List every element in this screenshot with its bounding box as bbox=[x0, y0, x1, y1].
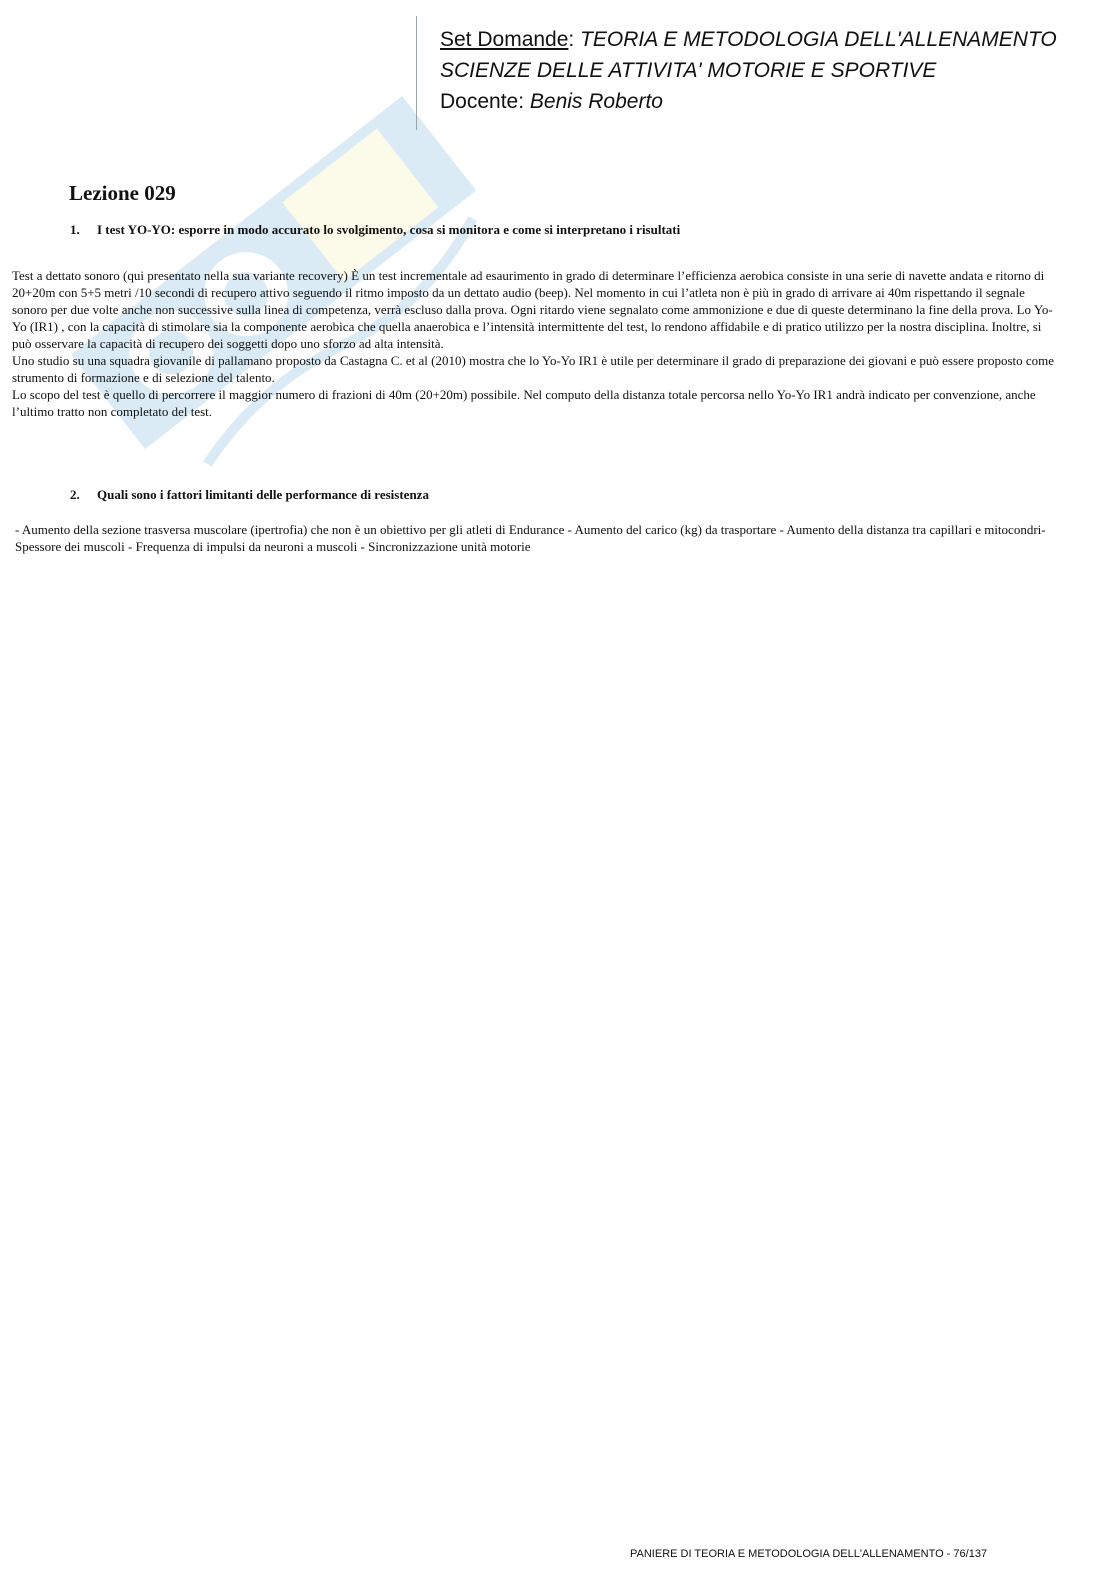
set-domande-label: Set Domande bbox=[440, 28, 569, 51]
answer-paragraph: - Aumento della sezione trasversa muscolare (ipertrofia) che non è un obiettivo per gli atleti di Endurance - Aumento del carico (kg) da trasportare - Aumento della distanza tra capillari e mitocondri- Spessore dei muscoli - Frequenza di impulsi da neuroni a muscoli - Sincronizzazione unità motorie bbox=[15, 522, 1046, 554]
answer-paragraph: Test a dettato sonoro (qui presentato nella sua variante recovery) È un test incrementale ad esaurimento in grado di determinare l’efficienza aerobica consiste in una serie di navette andata e ritorno di 20+20m con 5+5 metri /10 secondi di recupero attivo seguendo il ritmo imposto da un dettato audio (beep). Nel momento in cui l’atleta non è più in grado di arrivare ai 40m rispettando il segnale sonoro per due volte anche non successive sulla linea di competenza, verrà escluso dalla prova. Ogni ritardo viene segnalato come ammonizione e due di queste determinano la fine della prova. Lo Yo-Yo (IR1) , con la capacità di stimolare sia la componente aerobica che quella anaerobica e l’intensità intermittente del test, lo rendono affidabile e di pratico utilizzo per la nostra disciplina. Inoltre, si può osservare la capacità di recupero dei soggetti dopo uno sforzo ad alta intensità. bbox=[12, 268, 1053, 351]
degree-title: SCIENZE DELLE ATTIVITA' MOTORIE E SPORTIVE bbox=[440, 59, 937, 82]
header-teacher-row bbox=[440, 86, 1057, 117]
teacher-name: Benis Roberto bbox=[529, 90, 663, 113]
header-colon: : bbox=[568, 28, 581, 51]
question-2 bbox=[70, 486, 670, 506]
document-header bbox=[440, 24, 1057, 117]
lesson-title: Lezione 029 bbox=[69, 181, 176, 205]
question-1 bbox=[70, 221, 770, 257]
question-text: Quali sono i fattori limitanti delle performance di resistenza bbox=[97, 487, 429, 502]
question-number: 2. bbox=[70, 487, 80, 502]
header-course-row bbox=[440, 24, 1057, 55]
header-divider bbox=[416, 16, 417, 130]
header-degree-row bbox=[440, 55, 1057, 86]
answer-paragraph: Uno studio su una squadra giovanile di pallamano proposto da Castagna C. et al (2010) mostra che lo Yo-Yo IR1 è utile per determinare il grado di preparazione dei giovani e può essere proposto come strumento di formazione e di selezione del talento. bbox=[12, 353, 1055, 385]
answer-1 bbox=[12, 267, 1062, 420]
teacher-label: Docente: bbox=[440, 90, 530, 113]
answer-2 bbox=[15, 521, 1065, 555]
page-footer: PANIERE DI TEORIA E METODOLOGIA DELL'ALLENAMENTO - 76/137 bbox=[630, 1548, 988, 1560]
answer-paragraph: Lo scopo del test è quello di percorrere il maggior numero di frazioni di 40m (20+20m) possibile. Nel computo della distanza totale percorsa nello Yo-Yo IR1 andrà indicato per convenzione, anche l’ultimo tratto non completato del test. bbox=[12, 387, 1036, 419]
question-number: 1. bbox=[70, 222, 80, 237]
question-text: I test YO-YO: esporre in modo accurato lo svolgimento, cosa si monitora e come si interpretano i risultati bbox=[97, 222, 681, 237]
course-title: TEORIA E METODOLOGIA DELL'ALLENAMENTO bbox=[580, 28, 1057, 51]
